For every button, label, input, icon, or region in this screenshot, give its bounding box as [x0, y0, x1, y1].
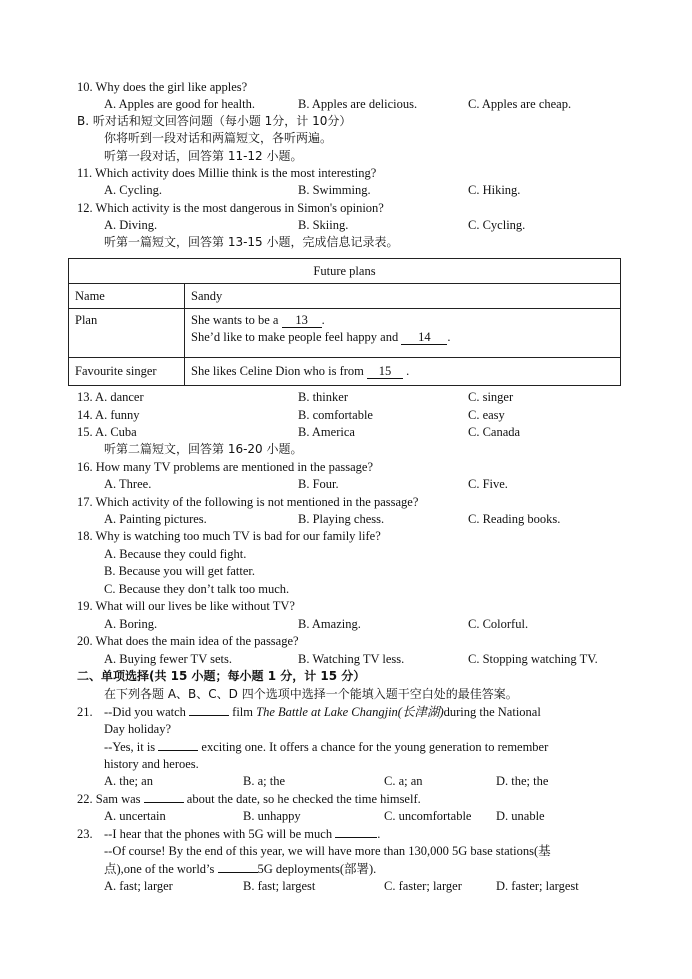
- section-b-instruction: 你将听到一段对话和两篇短文，各听两遍。: [104, 131, 333, 145]
- q17-option-c: C. Reading books.: [468, 512, 561, 526]
- passage-1-instruction: 听第一篇短文，回答第 13-15 小题，完成信息记录表。: [104, 235, 399, 249]
- q14-option-b: B. comfortable: [298, 408, 373, 422]
- table-value-singer: She likes Celine Dion who is from 15 .: [185, 358, 621, 386]
- q21-blank-2: [158, 750, 198, 751]
- q15-option-b: B. America: [298, 425, 355, 439]
- q23-option-a: A. fast; larger: [104, 879, 173, 893]
- q23-option-d: D. faster; largest: [496, 879, 579, 893]
- q22-option-c: C. uncomfortable: [384, 809, 472, 823]
- section-2-instruction: 在下列各题 A、B、C、D 四个选项中选择一个能填入题干空白处的最佳答案。: [104, 687, 518, 701]
- q19-option-c: C. Colorful.: [468, 617, 529, 631]
- q23-line-3-b: 5G deployments(部署).: [257, 862, 377, 876]
- section-b-title: B. 听对话和短文回答问题（每小题 1分，计 10分）: [77, 114, 352, 128]
- q13-option-c: C. singer: [468, 390, 514, 404]
- q18-option-a: A. Because they could fight.: [104, 547, 247, 561]
- q23-line-3-a: 点),one of the world’s: [104, 862, 215, 876]
- q21-blank-1: [189, 715, 229, 716]
- q10-option-b: B. Apples are delicious.: [298, 97, 418, 111]
- q11-option-a: A. Cycling.: [104, 183, 162, 197]
- q17-option-b: B. Playing chess.: [298, 512, 385, 526]
- plan-line-1: She wants to be a: [191, 313, 279, 327]
- q15-option-c: C. Canada: [468, 425, 521, 439]
- future-plans-table: [68, 258, 621, 386]
- blank-14: 14: [401, 330, 447, 345]
- q23-option-c: C. faster; larger: [384, 879, 462, 893]
- q20-option-c: C. Stopping watching TV.: [468, 652, 598, 666]
- question-19-stem: 19. What will our lives be like without TV?: [77, 599, 295, 613]
- q21-line-1: [104, 704, 541, 721]
- q10-option-a: A. Apples are good for health.: [104, 97, 256, 111]
- q21-line-4: history and heroes.: [104, 757, 199, 771]
- q21-option-b: B. a; the: [243, 774, 286, 788]
- dialogue-1-instruction: 听第一段对话，回答第 11-12 小题。: [104, 149, 303, 163]
- q21-line-2: Day holiday?: [104, 722, 171, 736]
- q10-option-c: C. Apples are cheap.: [468, 97, 572, 111]
- q17-option-a: A. Painting pictures.: [104, 512, 207, 526]
- q11-option-b: B. Swimming.: [298, 183, 371, 197]
- q23-blank-1: [335, 837, 377, 838]
- table-value-name: Sandy: [185, 284, 621, 309]
- question-23-number: 23.: [77, 827, 93, 841]
- q21-option-d: D. the; the: [496, 774, 549, 788]
- question-18-stem: 18. Why is watching too much TV is bad for our family life?: [77, 529, 381, 543]
- question-21-number: 21.: [77, 705, 93, 719]
- question-17-stem: 17. Which activity of the following is not mentioned in the passage?: [77, 495, 419, 509]
- q21-line-3: [104, 739, 548, 756]
- q23-line-1: --I hear that the phones with 5G will be much .: [104, 827, 381, 841]
- q21-line-3-b: exciting one. It offers a chance for the young generation to remember: [201, 740, 549, 754]
- q23-line-3: [104, 861, 376, 878]
- table-label-singer: Favourite singer: [69, 358, 185, 386]
- q16-option-c: C. Five.: [468, 477, 508, 491]
- q22-option-d: D. unable: [496, 809, 545, 823]
- q21-option-a: A. the; an: [104, 774, 153, 788]
- q22-option-b: B. unhappy: [243, 809, 301, 823]
- singer-text: She likes Celine Dion who is from: [191, 364, 364, 378]
- blank-13: 13: [282, 313, 322, 328]
- q21-line-1-c: during the National: [443, 705, 541, 719]
- question-11-stem: 11. Which activity does Millie think is the most interesting?: [77, 166, 377, 180]
- section-2-title: 二、单项选择(共 15 小题；每小题 1 分，计 15 分）: [77, 669, 366, 683]
- question-16-stem: 16. How many TV problems are mentioned in the passage?: [77, 460, 373, 474]
- question-20-stem: 20. What does the main idea of the passage?: [77, 634, 299, 648]
- q19-option-b: B. Amazing.: [298, 617, 361, 631]
- q12-option-b: B. Skiing.: [298, 218, 349, 232]
- q12-option-c: C. Cycling.: [468, 218, 526, 232]
- q13-option-b: B. thinker: [298, 390, 348, 404]
- q23-option-b: B. fast; largest: [243, 879, 316, 893]
- q11-option-c: C. Hiking.: [468, 183, 521, 197]
- q16-option-b: B. Four.: [298, 477, 339, 491]
- question-14-stem: 14. A. funny: [77, 408, 140, 422]
- table-label-plan: Plan: [69, 309, 185, 358]
- q23-blank-2: [218, 872, 258, 873]
- q20-option-a: A. Buying fewer TV sets.: [104, 652, 232, 666]
- table-label-name: Name: [69, 284, 185, 309]
- q19-option-a: A. Boring.: [104, 617, 158, 631]
- q18-option-c: C. Because they don’t talk too much.: [104, 582, 290, 596]
- q22-stem-b: about the date, so he checked the time himself.: [186, 792, 421, 806]
- q14-option-c: C. easy: [468, 408, 505, 422]
- q16-option-a: A. Three.: [104, 477, 152, 491]
- q23-line-2: --Of course! By the end of this year, we will have more than 130,000 5G base stations(基: [104, 844, 551, 858]
- q22-blank: [144, 802, 184, 803]
- table-title: Future plans: [69, 259, 621, 284]
- q21-line-3-a: --Yes, it is: [104, 740, 156, 754]
- question-22-stem: [77, 791, 421, 808]
- blank-15: 15: [367, 364, 403, 379]
- question-10-stem: 10. Why does the girl like apples?: [77, 80, 248, 94]
- question-15-stem: 15. A. Cuba: [77, 425, 137, 439]
- q21-film-title: The Battle at Lake Changjin(长津湖): [256, 705, 444, 719]
- q22-stem-a: 22. Sam was: [77, 792, 141, 806]
- q21-line-1-a: --Did you watch: [104, 705, 186, 719]
- q23-line-1-text: --I hear that the phones with 5G will be much: [104, 827, 333, 841]
- table-value-plan: She wants to be a 13 . She’d like to make people feel happy and 14 .: [185, 309, 621, 358]
- q21-option-c: C. a; an: [384, 774, 423, 788]
- question-13-stem: 13. A. dancer: [77, 390, 144, 404]
- q12-option-a: A. Diving.: [104, 218, 158, 232]
- question-12-stem: 12. Which activity is the most dangerous in Simon's opinion?: [77, 201, 384, 215]
- q18-option-b: B. Because you will get fatter.: [104, 564, 256, 578]
- q21-line-1-b: film: [232, 705, 254, 719]
- q22-option-a: A. uncertain: [104, 809, 166, 823]
- passage-2-instruction: 听第二篇短文，回答第 16-20 小题。: [104, 442, 303, 456]
- q20-option-b: B. Watching TV less.: [298, 652, 405, 666]
- plan-line-2: She’d like to make people feel happy and: [191, 330, 399, 344]
